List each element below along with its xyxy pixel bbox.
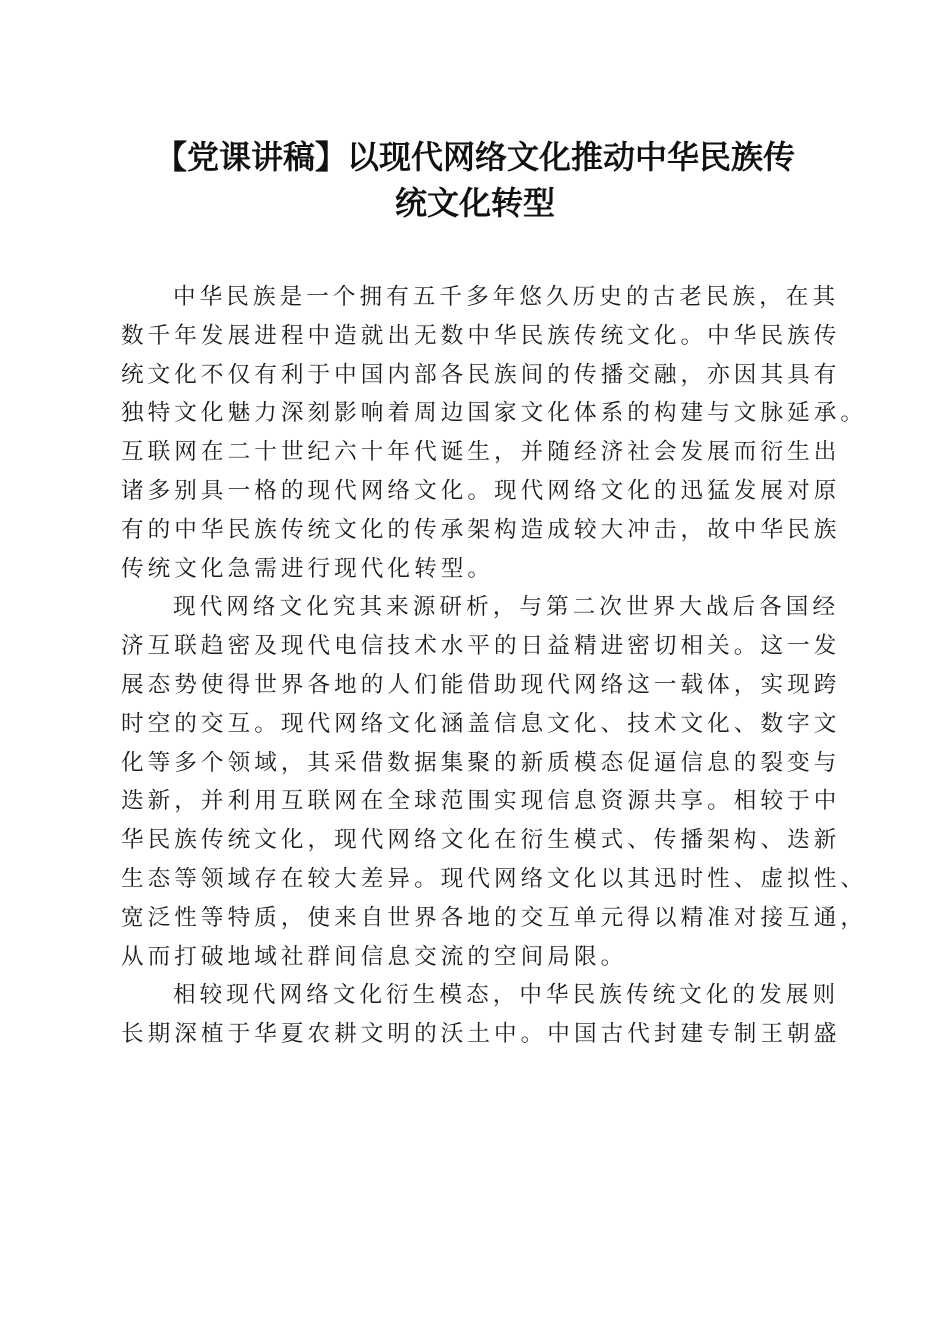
text-line: 有的中华民族传统文化的传承架构造成较大冲击，故中华民族 [121,516,841,543]
text-line: 长期深植于华夏农耕文明的沃土中。中国古代封建专制王朝盛 [121,1021,841,1048]
text-line: 化等多个领域，其采借数据集聚的新质模态促逼信息的裂变与 [121,749,841,776]
text-line: 诸多别具一格的现代网络文化。现代网络文化的迅猛发展对原 [121,477,841,504]
text-line: 济互联趋密及现代电信技术水平的日益精进密切相关。这一发 [121,633,841,660]
text-line: 互联网在二十世纪六十年代诞生，并随经济社会发展而衍生出 [121,439,841,466]
text-line: 数千年发展进程中造就出无数中华民族传统文化。中华民族传 [121,322,841,349]
text-line: 从而打破地域社群间信息交流的空间局限。 [121,943,628,970]
title-line: 统文化转型 [394,184,555,222]
text-line: 生态等领域存在较大差异。现代网络文化以其迅时性、虚拟性、 [121,865,868,892]
text-line: 独特文化魅力深刻影响着周边国家文化体系的构建与文脉延承。 [121,400,868,427]
text-line: 展态势使得世界各地的人们能借助现代网络这一载体，实现跨 [121,671,841,698]
text-line: 时空的交互。现代网络文化涵盖信息文化、技术文化、数字文 [121,710,841,737]
paragraph-2 [121,588,868,976]
title-line: 【党课讲稿】以现代网络文化推动中华民族传 [154,138,795,176]
text-line: 传统文化急需进行现代化转型。 [121,555,495,582]
document-body [121,278,868,1054]
paragraph-1 [121,278,868,588]
paragraph-3 [121,976,841,1054]
text-line: 中华民族是一个拥有五千多年悠久历史的古老民族，在其 [173,284,840,310]
text-line: 统文化不仅有利于中国内部各民族间的传播交融，亦因其具有 [121,361,841,388]
document-title [100,134,850,226]
text-line: 现代网络文化究其来源研析，与第二次世界大战后各国经 [173,594,840,621]
text-line: 相较现代网络文化衍生模态，中华民族传统文化的发展则 [173,982,840,1009]
text-line: 华民族传统文化，现代网络文化在衍生模式、传播架构、迭新 [121,827,841,854]
text-line: 迭新，并利用互联网在全球范围实现信息资源共享。相较于中 [121,788,841,815]
text-line: 宽泛性等特质，使来自世界各地的交互单元得以精准对接互通， [121,904,868,931]
